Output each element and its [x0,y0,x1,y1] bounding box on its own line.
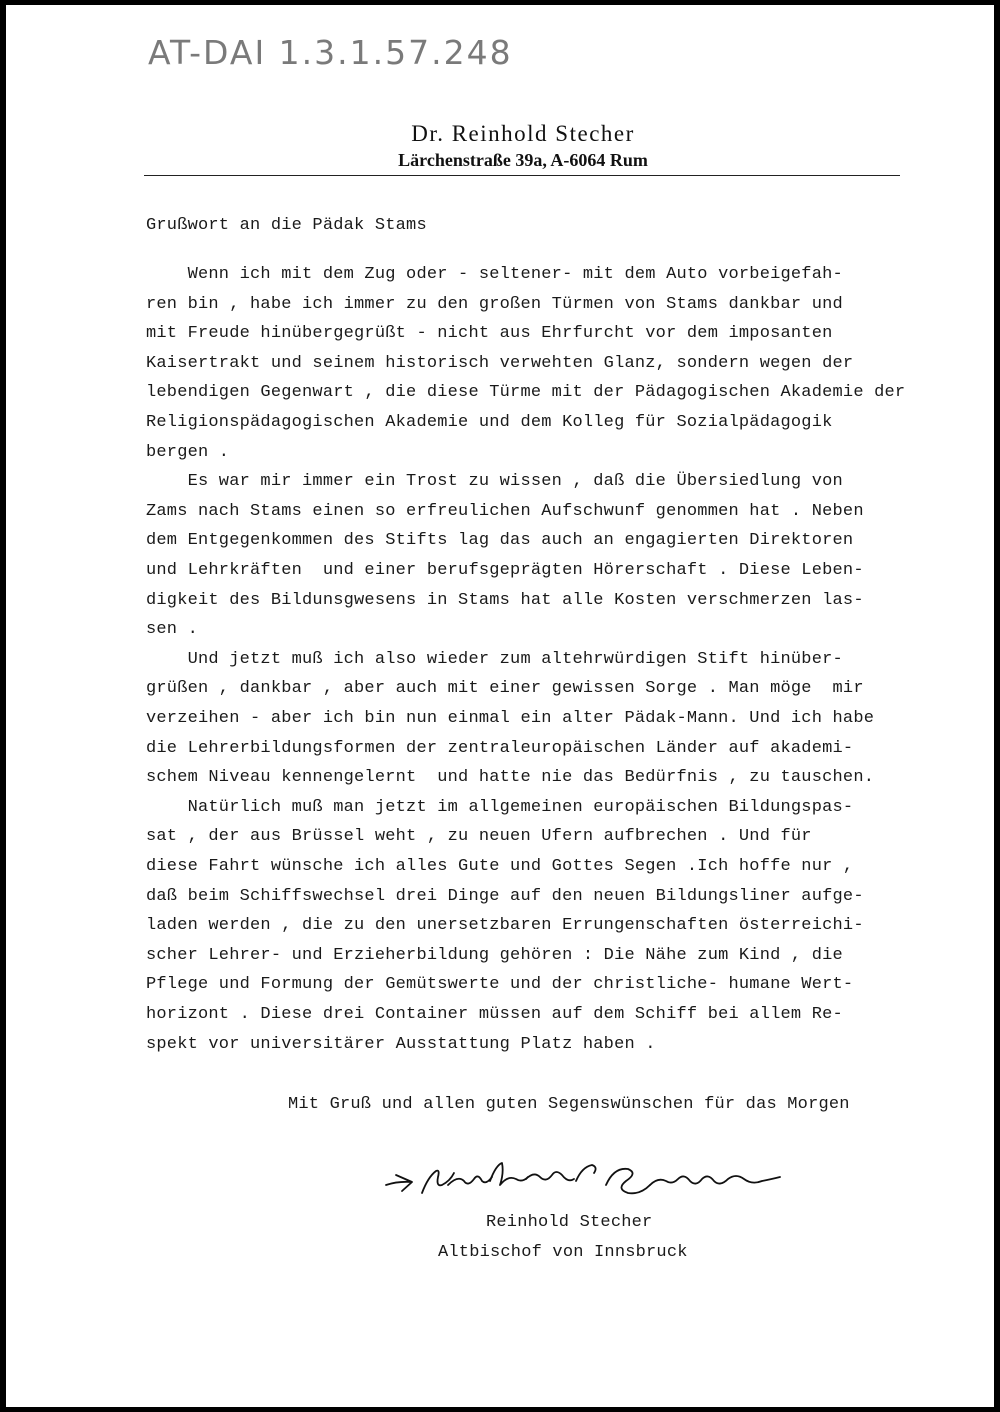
letterhead-divider [144,175,900,176]
body-line: verzeihen - aber ich bin nun einmal ein alter Pädak-Mann. Und ich habe [146,709,875,728]
body-line: bergen . [146,442,230,462]
letter-salutation: Grußwort an die Pädak Stams [146,216,427,235]
archive-reference-stamp: AT-DAI 1.3.1.57.248 [148,33,513,72]
body-line: Und jetzt muß ich also wieder zum altehrwürdigen Stift hinüber- [146,649,843,669]
body-line: laden werden , die zu den unersetzbaren Errungenschaften österreichi- [146,916,864,936]
body-line: sat , der aus Brüssel weht , zu neuen Ufern aufbrechen . Und für [146,827,812,847]
signer-name: Reinhold Stecher [486,1213,653,1232]
body-line: dem Entgegenkommen des Stifts lag das auch an engagierten Direktoren [146,531,854,551]
body-line: mit Freude hinübergegrüßt - nicht aus Ehrfurcht vor dem imposanten [146,324,833,344]
body-line: diese Fahrt wünsche ich alles Gute und Gottes Segen .Ich hoffe nur , [146,857,854,876]
body-line: scher Lehrer- und Erzieherbildung gehören : Die Nähe zum Kind , die [146,945,843,965]
body-line: grüßen , dankbar , aber auch mit einer gewissen Sorge . Man möge mir [146,679,864,699]
letterhead-name: Dr. Reinhold Stecher [411,121,635,146]
body-line: digkeit des Bildunsgwesens in Stams hat alle Kosten verschmerzen las- [146,590,864,610]
letter-closing: Mit Gruß und allen guten Segenswünschen für das Morgen [288,1095,850,1114]
body-line: Kaisertrakt und seinem historisch verwehten Glanz, sondern wegen der [146,353,854,373]
signer-title: Altbischof von Innsbruck [438,1243,688,1262]
body-line: Zams nach Stams einen so erfreulichen Aufschwunf genommen hat . Neben [146,501,864,521]
body-line: Wenn ich mit dem Zug oder - seltener- mit dem Auto vorbeigefah- [146,265,843,284]
body-line: horizont . Diese drei Container müssen auf dem Schiff bei allem Re- [146,1005,843,1024]
handwritten-signature [378,1155,788,1205]
letterhead-address: Lärchenstraße 39a, A-6064 Rum [398,150,648,170]
body-line: spekt vor universitärer Ausstattung Platz haben . [146,1034,656,1054]
body-line: Es war mir immer ein Trost zu wissen , daß die Übersiedlung von [146,472,843,492]
body-line: und Lehrkräften und einer berufsgeprägten Hörerschaft . Diese Leben- [146,561,864,580]
body-line: die Lehrerbildungsformen der zentraleuropäischen Länder auf akademi- [146,738,854,758]
body-line: schem Niveau kennengelernt und hatte nie das Bedürfnis , zu tauschen. [146,768,875,788]
letter-page [6,5,994,1407]
body-line: Pflege und Formung der Gemütswerte und der christliche- humane Wert- [146,975,854,995]
body-line: Religionspädagogischen Akademie und dem Kolleg für Sozialpädagogik [146,413,833,432]
body-line: ren bin , habe ich immer zu den großen Türmen von Stams dankbar und [146,294,843,314]
body-line: daß beim Schiffswechsel drei Dinge auf den neuen Bildungsliner aufge- [146,886,864,906]
body-line: Natürlich muß man jetzt im allgemeinen europäischen Bildungspas- [146,797,854,817]
body-line: lebendigen Gegenwart , die diese Türme mit der Pädagogischen Akademie der [146,383,906,403]
body-line: sen . [146,620,199,640]
